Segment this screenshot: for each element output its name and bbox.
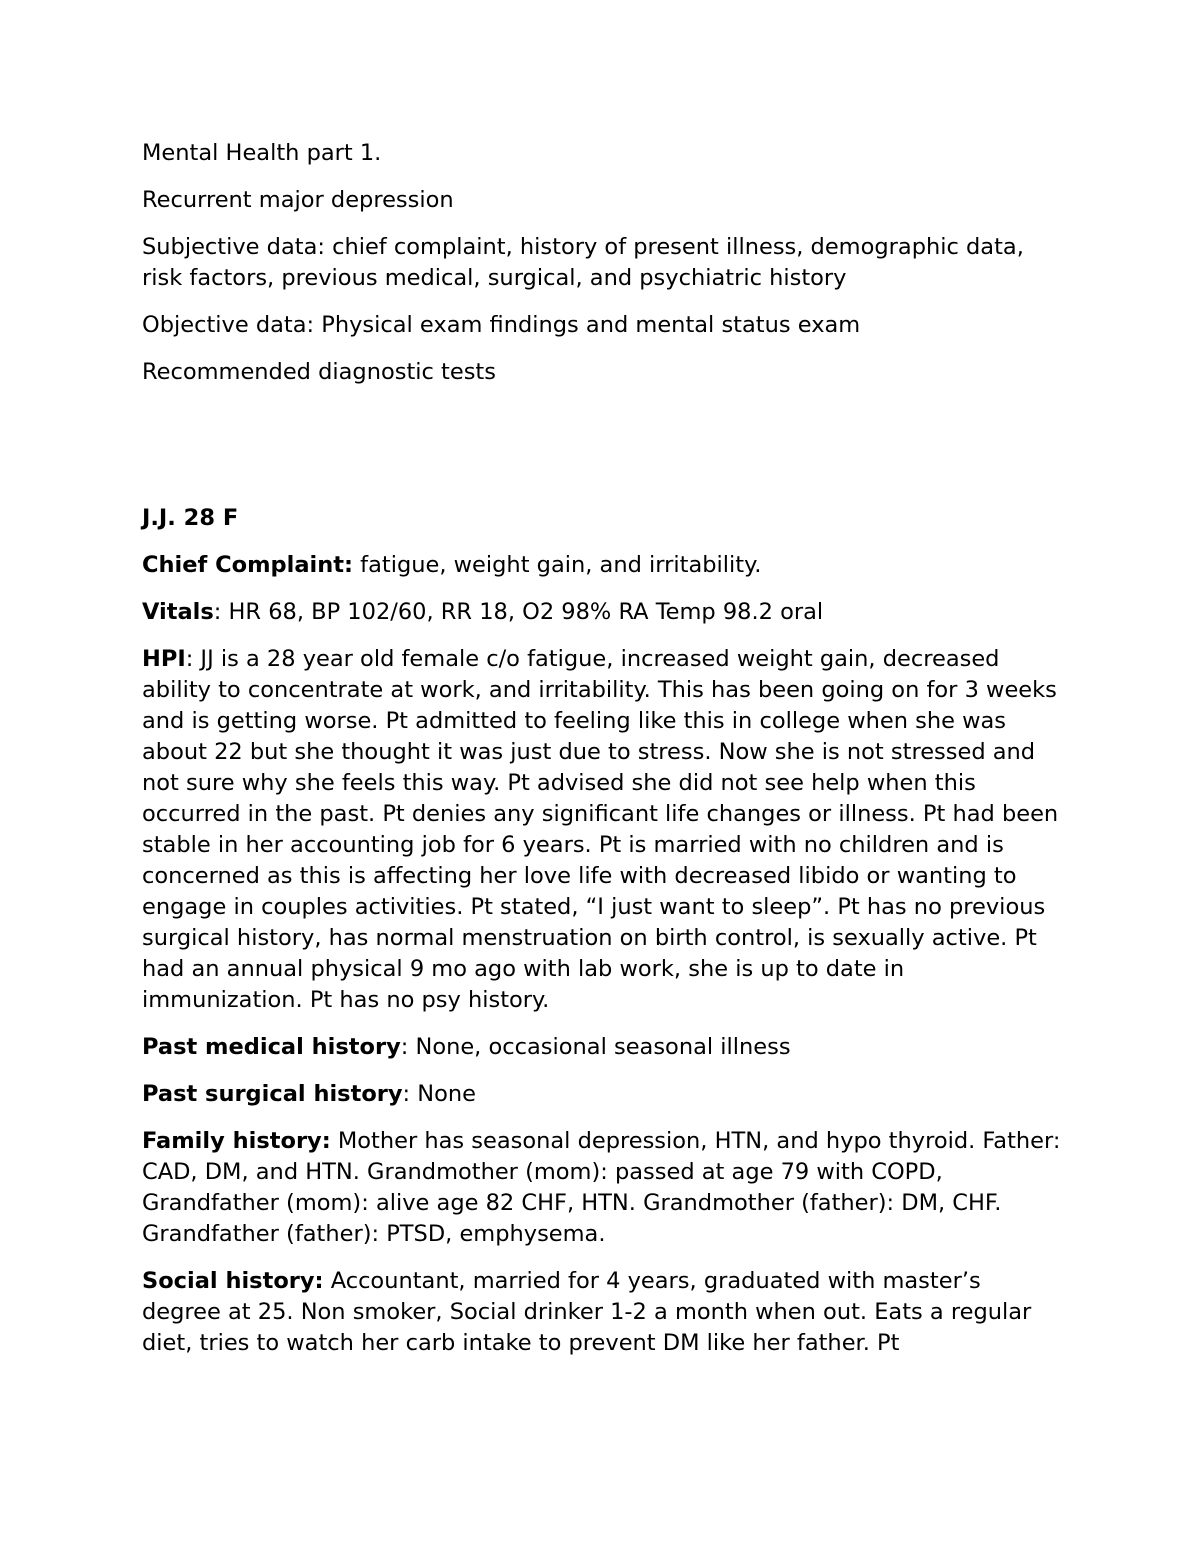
past-surgical-history-label: Past surgical history [142,1081,403,1107]
document-title: Mental Health part 1. [142,140,382,166]
case-id: J.J. 28 F [142,505,239,531]
social-history-text: Accountant, married for 4 years, graduated with master’s degree at 25. Non smoker, Social drinker 1-2 a month when out. Eats a regular diet, tries to watch her carb intake to prevent DM like her father. Pt [142,1268,1032,1356]
family-history-label: Family history: [142,1128,331,1154]
past-medical-history-text: : None, occasional seasonal illness [400,1034,791,1060]
hpi-label: HPI [142,646,186,672]
vitals-label: Vitals [142,599,214,625]
hpi [142,644,1062,1016]
objective-data-line: Objective data: Physical exam findings and mental status exam [142,312,861,338]
past-medical-history-label: Past medical history [142,1034,401,1060]
vitals [142,597,1062,628]
past-surgical-history [142,1079,1062,1110]
vitals-text: : HR 68, BP 102/60, RR 18, O2 98% RA Temp 98.2 oral [213,599,824,625]
chief-complaint [142,550,1062,581]
past-medical-history [142,1032,1062,1063]
hpi-text: : JJ is a 28 year old female c/o fatigue, increased weight gain, decreased ability to concentrate at work, and irritability. This has been going on for 3 weeks and is getting worse. Pt admitted to feeling like this in college when she was about 22 but she thought it was just due to stress. Now she is not stressed and not sure why she feels this way. Pt advised she did not see help when this occurred in the past. Pt denies any significant life changes or illness. Pt had been stable in her accounting job for 6 years. Pt is married with no children and is concerned as this is affecting her love life with decreased libido or wanting to engage in couples activities. Pt stated, “I just want to sleep”. Pt has no previous surgical history, has normal menstruation on birth control, is sexually active. Pt had an annual physical 9 mo ago with lab work, she is up to date in immunization. Pt has no psy history. [142,646,1059,1013]
section-spacer [142,404,1062,503]
family-history [142,1126,1062,1250]
subjective-data-line: Subjective data: chief complaint, history of present illness, demographic data, risk factors, previous medical, surgical, and psychiatric history [142,234,1024,291]
topic-line: Recurrent major depression [142,187,454,213]
chief-complaint-label: Chief Complaint: [142,552,354,578]
document-page [142,138,1062,1375]
family-history-text: Mother has seasonal depression, HTN, and hypo thyroid. Father: CAD, DM, and HTN. Grandmother (mom): passed at age 79 with COPD, Grandfather (mom): alive age 82 CHF, HTN. Grandmother (father): DM, CHF. Grandfather (father): PTSD, emphysema. [142,1128,1061,1247]
past-surgical-history-text: : None [402,1081,476,1107]
diagnostic-tests-line: Recommended diagnostic tests [142,359,496,385]
social-history-label: Social history: [142,1268,324,1294]
chief-complaint-text: fatigue, weight gain, and irritability. [353,552,762,578]
social-history [142,1266,1062,1359]
